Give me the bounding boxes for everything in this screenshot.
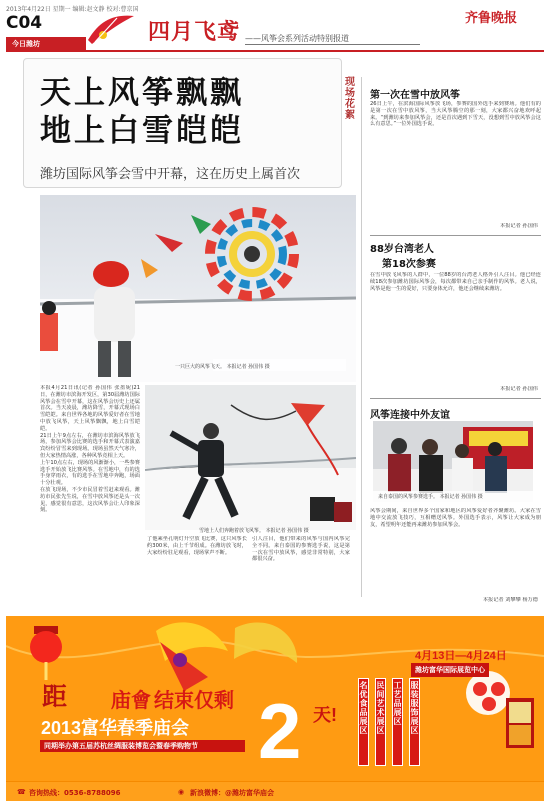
headline-line: 天上风筝飘飘: [40, 75, 244, 110]
right-article-heading: 第18次参赛: [382, 259, 436, 270]
snow-field-photo: [145, 385, 356, 530]
page-number: C04: [6, 13, 43, 33]
right-article-body: 在雪中放飞风筝的人群中，一位88岁的台湾老人格外引人注目。他已经连续18次参加潍坊国际风筝会，每次都带来自己亲手制作的风筝。老人说，风筝是他一生的爱好，只要身体允许，他还会继续来潍坊。: [370, 272, 541, 292]
article-paragraph: 本报4月21日讯(记者 孙国伟 张墨妮)21日，在潍坊市滨海开发区，第30届潍坊国际风筝会在雪中开幕，这在风筝会历史上还属首次。当天凌晨，潍坊降雪，开幕式现场白雪皑皑。来自世界各地的风筝爱好者在雪地中放飞风筝，天上风筝飘飘，地上白雪皑皑。: [40, 385, 140, 432]
special-report-title: 四月飞鸢: [148, 19, 241, 45]
right-article-heading: 88岁台湾老人: [370, 244, 434, 255]
right-article-heading: 第一次在雪中放风筝: [370, 90, 460, 101]
ad-contact-bar: [6, 781, 544, 801]
right-article-body: 26日上午，在滨海国际风筝放飞场，参赛的国外选手来到赛场。他们有的是第一次在雪中放风筝，当大风筝腾空的那一刻，大家都兴奋地欢呼起来。“到潍坊来参加风筝会，还是首次遇到下雪天，没想到雪中放风筝会这么有意思。”一位外国选手说。: [370, 101, 541, 128]
header-topline: 2013年4月22日 星期一 编辑:赵文静 校对:曹京国: [6, 6, 139, 12]
ad-title-temple-fair: 庙會: [111, 690, 151, 712]
phone-icon: ☎: [17, 788, 26, 796]
photo-caption: 雪地上人们奔跑着放飞风筝。 本报记者 孙国伟 摄: [199, 528, 309, 534]
weibo-icon: ◉: [178, 788, 185, 796]
ad-zone-tag: 名优食品展区: [358, 678, 369, 766]
ad-title-remaining: 结束仅剩: [154, 690, 234, 712]
ad-date-range: 4月13日—4月24日: [415, 650, 507, 662]
lead-article-column-3: 引人注目，他们带来的风筝与国内风筝完全不同。来自泰国的参赛选手说，这是第一次在雪中放风筝，感觉非常特别，大家都很兴奋。: [252, 536, 350, 563]
ad-zone-tag: 工艺品展区: [392, 678, 403, 766]
photo-caption: 来自泰国的风筝参赛选手。 本报记者 孙国伟 摄: [378, 494, 483, 500]
right-article-body: 风筝会期间，来自世界多个国家和地区的风筝爱好者齐聚潍坊。大家在雪地中交流放飞技巧，互相赠送风筝。外国选手表示，风筝让大家成为朋友，希望明年还能再来潍坊参加风筝会。: [370, 508, 541, 528]
column-divider: [361, 77, 362, 597]
days-remaining-number: 2: [258, 687, 302, 775]
article-paragraph: 21日上午9点左右，在潍坊市滨海风筝放飞场，参加风筝会比赛的选手和开幕式表演嘉宾纷纷冒雪来到现场。现场虽然天气寒冷，但大家热情高涨，各种风筝竞相上天。: [40, 432, 140, 459]
column-label: 现场花絮: [345, 77, 355, 121]
ad-title-prefix: 距: [42, 684, 68, 711]
article-byline: 本报记者 刘攀攀 杨万德: [482, 597, 538, 603]
lead-article-column-2: 了他乘坐孔明灯升空放飞比赛，这只风筝长约300米，由上千节组成。在潍坊放飞时，大家纷纷驻足观看，现场掌声不断。: [147, 536, 247, 556]
special-report-subtitle: ——风筝会系列活动特别报道: [245, 33, 420, 45]
article-divider: [370, 235, 541, 236]
headline-line: 地上白雪皑皑: [40, 113, 244, 148]
kite-logo: [86, 12, 138, 46]
article-byline: 本报记者 孙国伟: [500, 223, 538, 229]
section-label: 今日潍坊: [6, 37, 86, 50]
ad-hotline: 咨询热线：0536-8788096: [29, 789, 121, 797]
ad-event-title: 2013富华春季庙会: [41, 718, 190, 738]
temple-fair-advertisement: [6, 616, 544, 801]
newspaper-masthead: 齐鲁晚报: [465, 11, 518, 26]
ad-slogan: 同期举办第五届苏杭丝绸服装博览会暨春季购物节: [40, 740, 245, 752]
ad-venue: 潍坊富华国际展览中心: [411, 663, 489, 677]
days-remaining-label: 天!: [313, 705, 337, 725]
article-paragraph: 在放飞现场，不少市民冒着雪赶来观看。潍坊市民张先生说，在雪中放风筝还是头一次见，感觉很有意思，这次风筝会让人印象深刻。: [40, 486, 140, 514]
header-rule: [6, 50, 544, 52]
right-article-heading: 风筝连接中外友谊: [370, 410, 450, 421]
article-divider: [370, 398, 541, 399]
ad-zone-tag: 民间艺术展区: [375, 678, 386, 766]
friendship-photo: [373, 421, 533, 502]
article-paragraph: 上午10点左右，现场的风渐渐小，一些参赛选手开始放飞比赛风筝。在雪地中，有的选手身穿雨衣，有的选手在雪地中奔跑，场面十分壮观。: [40, 459, 140, 487]
ad-zone-tag: 服装服饰展区: [409, 678, 420, 766]
article-byline: 本报记者 孙国伟: [500, 386, 538, 392]
lead-article-column-1: [40, 385, 140, 607]
lead-headline: [40, 74, 330, 150]
ad-weibo: 新浪微博：@潍坊富华庙会: [190, 789, 274, 797]
photo-caption: 一只巨大的风筝飞天。 本报记者 孙国伟 摄: [175, 364, 270, 370]
snow-kite-photo: [40, 195, 356, 382]
lead-subtitle: 潍坊国际风筝会雪中开幕，这在历史上属首次: [40, 167, 301, 182]
